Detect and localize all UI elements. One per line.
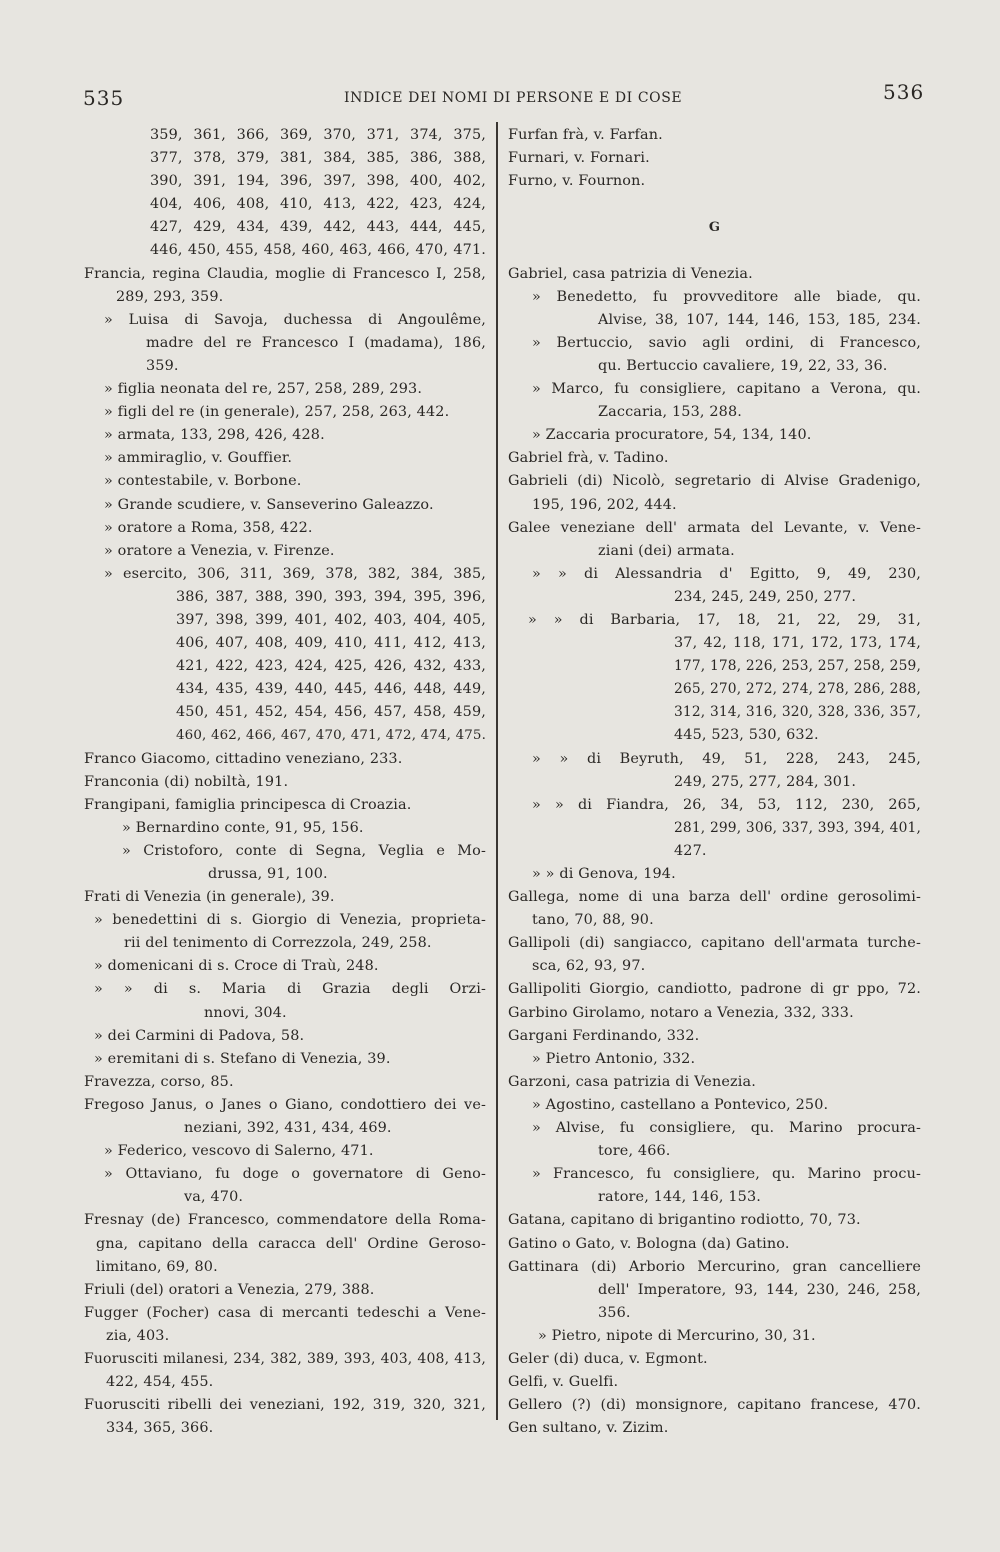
index-line: » benedettini di s. Giorgio di Venezia, proprieta- xyxy=(94,912,486,929)
index-line: madre del re Francesco I (madama), 186, xyxy=(146,334,486,351)
index-line: Franco Giacomo, cittadino veneziano, 233. xyxy=(84,750,403,767)
index-line: Friuli (del) oratori a Venezia, 279, 388. xyxy=(84,1281,375,1298)
index-line: tano, 70, 88, 90. xyxy=(532,912,654,929)
index-line: 289, 293, 359. xyxy=(116,288,224,305)
index-line: Fuorusciti milanesi, 234, 382, 389, 393, 403, 408, 413, xyxy=(84,1350,486,1367)
index-line: » oratore a Venezia, v. Firenze. xyxy=(104,542,335,559)
index-line: » » di Beyruth, 49, 51, 228, 243, 245, xyxy=(532,750,921,767)
index-line: 446, 450, 455, 458, 460, 463, 466, 470, 471. xyxy=(150,242,486,259)
index-line: 390, 391, 194, 396, 397, 398, 400, 402, xyxy=(150,173,486,190)
index-line: 397, 398, 399, 401, 402, 403, 404, 405, xyxy=(176,611,486,628)
index-line: 177, 178, 226, 253, 257, 258, 259, xyxy=(674,658,921,675)
index-line: 404, 406, 408, 410, 413, 422, 423, 424, xyxy=(150,196,486,213)
index-line: » » di Alessandria d' Egitto, 9, 49, 230, xyxy=(532,565,921,582)
index-line: Geler (di) duca, v. Egmont. xyxy=(508,1350,708,1367)
index-line: sca, 62, 93, 97. xyxy=(532,958,646,975)
index-line: qu. Bertuccio cavaliere, 19, 22, 33, 36. xyxy=(598,357,888,374)
index-line: Gabriel, casa patrizia di Venezia. xyxy=(508,265,753,282)
index-line: 249, 275, 277, 284, 301. xyxy=(674,773,857,790)
index-line: 281, 299, 306, 337, 393, 394, 401, xyxy=(674,819,921,836)
running-title: INDICE DEI NOMI DI PERSONE E DI COSE xyxy=(344,90,683,106)
index-line: 445, 523, 530, 632. xyxy=(674,727,819,744)
index-line: » Pietro, nipote di Mercurino, 30, 31. xyxy=(538,1327,816,1344)
index-line: limitano, 69, 80. xyxy=(96,1258,218,1275)
index-line: Gallega, nome di una barza dell' ordine gerosolimi- xyxy=(508,889,921,906)
index-line: zia, 403. xyxy=(106,1327,170,1344)
index-line: nnovi, 304. xyxy=(204,1004,287,1021)
index-line: » » di Fiandra, 26, 34, 53, 112, 230, 265, xyxy=(532,796,921,813)
index-line: 377, 378, 379, 381, 384, 385, 386, 388, xyxy=(150,150,486,167)
index-line: ratore, 144, 146, 153. xyxy=(598,1189,762,1206)
index-line: 312, 314, 316, 320, 328, 336, 357, xyxy=(674,704,921,721)
index-line: Gabrieli (di) Nicolò, segretario di Alvise Gradenigo, xyxy=(508,473,921,490)
index-line: » figlia neonata del re, 257, 258, 289, 293. xyxy=(104,381,423,398)
index-line: Galee veneziane dell' armata del Levante, v. Vene- xyxy=(508,519,921,536)
index-line: 427. xyxy=(674,842,707,859)
index-line: Gabriel frà, v. Tadino. xyxy=(508,450,669,467)
index-line: 421, 422, 423, 424, 425, 426, 432, 433, xyxy=(176,658,486,675)
index-line: » Luisa di Savoja, duchessa di Angoulême, xyxy=(104,311,486,328)
index-line: Frangipani, famiglia principesca di Croazia. xyxy=(84,796,412,813)
index-line: Gattinara (di) Arborio Mercurino, gran cancelliere xyxy=(508,1258,921,1275)
column-divider xyxy=(496,122,498,1420)
index-line: » contestabile, v. Borbone. xyxy=(104,473,302,490)
index-line: 450, 451, 452, 454, 456, 457, 458, 459, xyxy=(176,704,486,721)
index-line: va, 470. xyxy=(184,1189,244,1206)
index-line: » Cristoforo, conte di Segna, Veglia e Mo- xyxy=(122,842,486,859)
index-line: Furfan frà, v. Farfan. xyxy=(508,127,663,143)
index-line: 460, 462, 466, 467, 470, 471, 472, 474, 475. xyxy=(176,728,486,744)
index-line: » Pietro Antonio, 332. xyxy=(532,1050,696,1067)
index-line: Fravezza, corso, 85. xyxy=(84,1073,234,1090)
index-line: Fugger (Focher) casa di mercanti tedeschi a Vene- xyxy=(84,1304,486,1321)
index-line: 356. xyxy=(598,1304,631,1321)
index-line: Furnari, v. Fornari. xyxy=(508,150,650,167)
index-line: » Ottaviano, fu doge o governatore di Geno- xyxy=(104,1166,486,1183)
index-line: 406, 407, 408, 409, 410, 411, 412, 413, xyxy=(176,635,486,652)
index-line: Garbino Girolamo, notaro a Venezia, 332, 333. xyxy=(508,1004,854,1021)
index-line: » domenicani di s. Croce di Traù, 248. xyxy=(94,958,379,975)
index-line: » Federico, vescovo di Salerno, 471. xyxy=(104,1143,374,1160)
index-line: Furno, v. Fournon. xyxy=(508,173,646,190)
index-line: » Agostino, castellano a Pontevico, 250. xyxy=(532,1096,829,1113)
index-line: Gatino o Gato, v. Bologna (da) Gatino. xyxy=(508,1235,790,1252)
index-line: drussa, 91, 100. xyxy=(208,866,328,882)
index-line: Alvise, 38, 107, 144, 146, 153, 185, 234. xyxy=(598,311,921,328)
index-line: gna, capitano della caracca dell' Ordine Geroso- xyxy=(96,1235,486,1252)
right-page-number: 536 xyxy=(883,80,925,104)
left-page-number: 535 xyxy=(83,86,125,110)
index-line: Fuorusciti ribelli dei veneziani, 192, 319, 320, 321, xyxy=(84,1397,486,1414)
left-index-column xyxy=(84,124,486,1440)
index-line: » figli del re (in generale), 257, 258, 263, 442. xyxy=(104,404,450,421)
index-line: 427, 429, 434, 439, 442, 443, 444, 445, xyxy=(150,219,486,236)
running-header xyxy=(0,80,1000,116)
index-line: Garzoni, casa patrizia di Venezia. xyxy=(508,1073,756,1090)
index-line: Gallipoli (di) sangiacco, capitano dell'armata turche- xyxy=(508,935,921,952)
index-line: Franconia (di) nobiltà, 191. xyxy=(84,773,289,790)
index-line: » Benedetto, fu provveditore alle biade, qu. xyxy=(532,288,921,305)
index-line: dell' Imperatore, 93, 144, 230, 246, 258, xyxy=(598,1281,921,1298)
index-line: » » di Barbaria, 17, 18, 21, 22, 29, 31, xyxy=(528,611,921,628)
index-line: 422, 454, 455. xyxy=(106,1374,214,1391)
index-line: 334, 365, 366. xyxy=(106,1420,214,1437)
index-line: Zaccaria, 153, 288. xyxy=(598,404,742,421)
index-line: » eremitani di s. Stefano di Venezia, 39. xyxy=(94,1050,391,1067)
index-line: Gallipoliti Giorgio, candiotto, padrone di gr ppo, 72. xyxy=(508,981,921,998)
index-line: Gelfi, v. Guelfi. xyxy=(508,1374,619,1391)
index-line: Fresnay (de) Francesco, commendatore della Roma- xyxy=(84,1212,486,1229)
index-line: Gen sultano, v. Zizim. xyxy=(508,1420,669,1437)
index-line: neziani, 392, 431, 434, 469. xyxy=(184,1120,392,1137)
index-line: 434, 435, 439, 440, 445, 446, 448, 449, xyxy=(176,681,486,698)
index-line: » armata, 133, 298, 426, 428. xyxy=(104,427,325,444)
index-line: 195, 196, 202, 444. xyxy=(532,496,677,513)
index-line: » Zaccaria procuratore, 54, 134, 140. xyxy=(532,427,812,444)
index-line: Francia, regina Claudia, moglie di Francesco I, 258, xyxy=(84,265,486,282)
index-line: 265, 270, 272, 274, 278, 286, 288, xyxy=(674,681,921,698)
index-line: Frati di Venezia (in generale), 39. xyxy=(84,889,335,906)
index-line: » oratore a Roma, 358, 422. xyxy=(104,519,313,536)
index-line: » esercito, 306, 311, 369, 378, 382, 384, 385, xyxy=(104,565,486,582)
index-line: » Marco, fu consigliere, capitano a Verona, qu. xyxy=(532,381,921,398)
index-line: 386, 387, 388, 390, 393, 394, 395, 396, xyxy=(176,588,486,605)
index-line: » dei Carmini di Padova, 58. xyxy=(94,1027,305,1044)
index-line: » Alvise, fu consigliere, qu. Marino procura- xyxy=(532,1120,921,1137)
index-line: tore, 466. xyxy=(598,1143,671,1160)
index-line: Gatana, capitano di brigantino rodiotto, 70, 73. xyxy=(508,1212,861,1229)
index-line: » » di Genova, 194. xyxy=(532,866,676,883)
index-line: Gargani Ferdinando, 332. xyxy=(508,1027,700,1044)
index-line: Gellero (?) (di) monsignore, capitano francese, 470. xyxy=(508,1397,921,1414)
index-line: » Bernardino conte, 91, 95, 156. xyxy=(122,819,364,836)
index-line: » Francesco, fu consigliere, qu. Marino procu- xyxy=(532,1166,921,1183)
index-line: 359, 361, 366, 369, 370, 371, 374, 375, xyxy=(150,127,486,143)
index-line: » Bertuccio, savio agli ordini, di Francesco, xyxy=(532,334,921,351)
index-line: rii del tenimento di Correzzola, 249, 258. xyxy=(124,935,432,952)
index-line: » » di s. Maria di Grazia degli Orzi- xyxy=(94,981,486,998)
right-index-column xyxy=(508,124,921,1440)
section-letter: G xyxy=(708,220,721,236)
index-line: Fregoso Janus, o Janes o Giano, condottiero dei ve- xyxy=(84,1096,486,1113)
index-line: ziani (dei) armata. xyxy=(598,542,735,559)
index-line: » ammiraglio, v. Gouffier. xyxy=(104,450,293,467)
index-line: 359. xyxy=(146,357,179,374)
index-line: 234, 245, 249, 250, 277. xyxy=(674,588,857,605)
index-line: 37, 42, 118, 171, 172, 173, 174, xyxy=(674,635,921,652)
index-line: » Grande scudiere, v. Sanseverino Galeazzo. xyxy=(104,496,434,513)
